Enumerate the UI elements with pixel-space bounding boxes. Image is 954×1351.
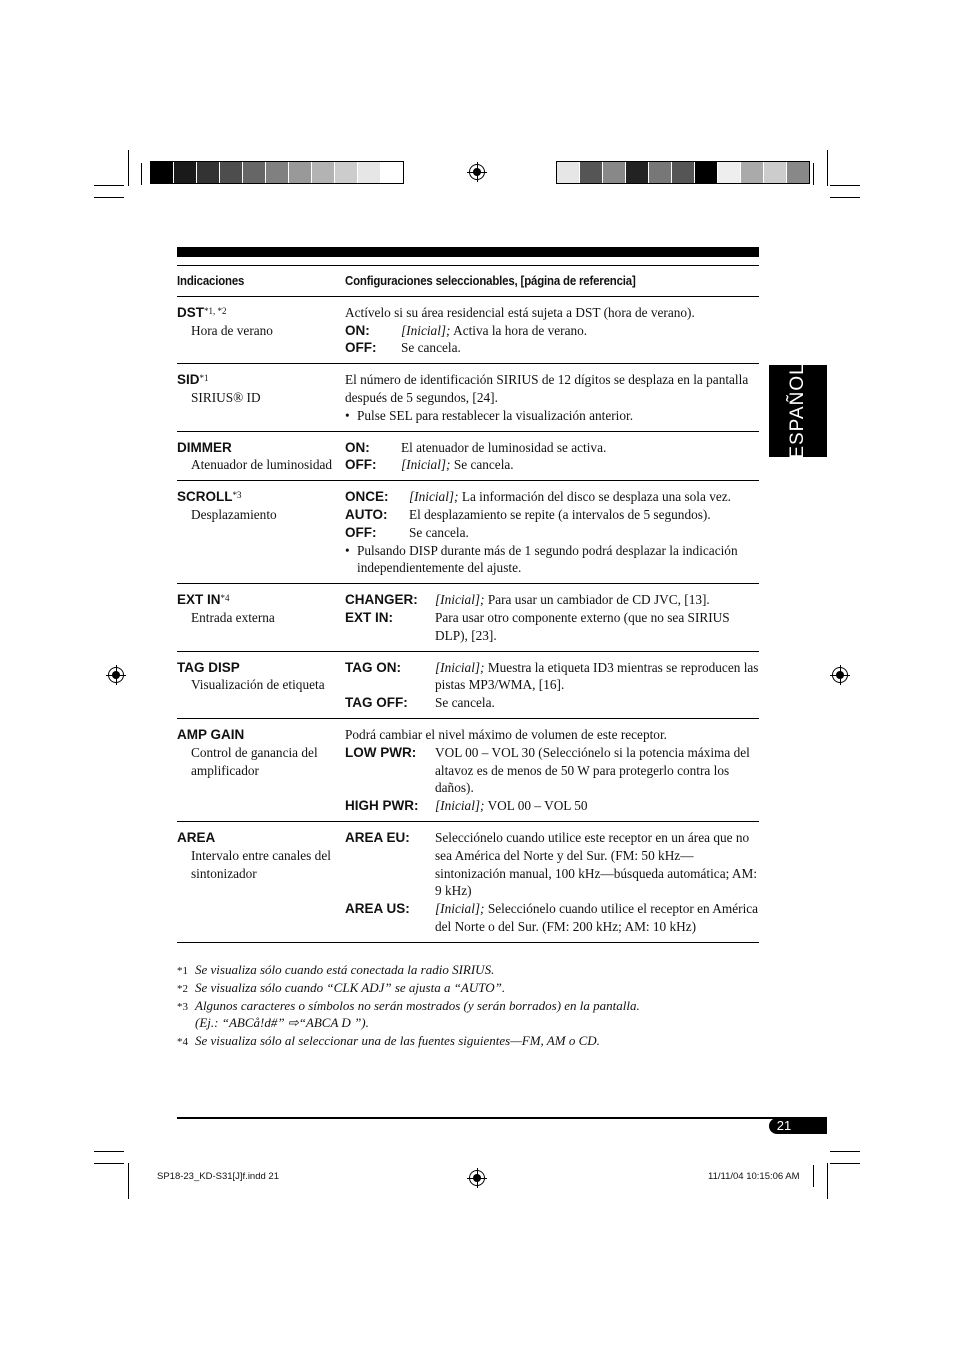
option-text: La información del disco se desplaza una sola vez.	[458, 489, 731, 505]
crop-mark	[827, 150, 828, 186]
footnote-ref: *1	[199, 373, 209, 384]
initial-label: [Inicial];	[435, 798, 485, 814]
setting-note: • Pulse SEL para restablecer la visualización anterior.	[345, 407, 634, 423]
option-text: Se cancela.	[409, 524, 469, 540]
crop-mark	[813, 1165, 814, 1187]
color-swatch	[580, 162, 603, 183]
indication-desc: Hora de verano	[191, 322, 273, 338]
color-swatch	[741, 162, 764, 183]
settings-table	[177, 265, 759, 943]
crop-mark	[830, 185, 860, 186]
option-text: Para usar un cambiador de CD JVC, [13].	[484, 592, 710, 608]
crop-mark	[141, 163, 142, 185]
setting-intro: Podrá cambiar el nivel máximo de volumen de este receptor.	[345, 726, 667, 742]
crop-mark	[94, 197, 124, 198]
footnote-mark: *4	[177, 1036, 188, 1049]
color-swatch	[312, 162, 335, 183]
option-key: ON:	[345, 322, 370, 338]
option-text: VOL 00 – VOL 30 (Selecciónelo si la potencia máxima del altavoz es de menos de 50 W para protegerlo contra los daños).	[435, 744, 750, 796]
color-swatch	[381, 162, 403, 183]
color-swatch	[335, 162, 358, 183]
indication-desc: Visualización de etiqueta	[191, 677, 325, 693]
footnote-mark: *3	[177, 1000, 188, 1013]
setting-intro: El número de identificación SIRIUS de 12 dígitos se desplaza en la pantalla después de 5 segundos, [24].	[345, 372, 749, 405]
indication-name: SCROLL	[177, 489, 233, 505]
crop-mark	[827, 1163, 828, 1199]
option-key: AREA US:	[345, 901, 410, 917]
option-key: AUTO:	[345, 506, 388, 522]
setting-option	[345, 591, 759, 609]
footnote-mark: *1	[177, 965, 188, 977]
indication-name: DIMMER	[177, 439, 232, 455]
crop-mark	[94, 1163, 124, 1164]
table-row	[177, 651, 759, 718]
indication-name: AMP GAIN	[177, 726, 245, 742]
color-swatch	[243, 162, 266, 183]
top-rule	[177, 247, 759, 257]
registration-mark-icon	[469, 164, 485, 180]
setting-option	[345, 456, 759, 474]
table-row	[177, 821, 759, 942]
crop-mark	[830, 197, 860, 198]
option-key: OFF:	[345, 340, 377, 356]
option-text: VOL 00 – VOL 50	[484, 798, 588, 814]
crop-mark	[813, 163, 814, 185]
color-swatch	[557, 162, 580, 183]
color-swatch	[718, 162, 741, 183]
footnote	[177, 1014, 369, 1032]
footnote	[177, 1032, 600, 1052]
option-text: Muestra la etiqueta ID3 mientras se reproducen las pistas MP3/WMA, [16].	[435, 659, 759, 693]
setting-option	[345, 694, 759, 712]
indication-desc: Desplazamiento	[191, 506, 277, 522]
crop-mark	[94, 185, 124, 186]
setting-option	[345, 506, 759, 524]
color-swatch	[220, 162, 243, 183]
option-text: El desplazamiento se repite (a intervalos de 5 segundos).	[409, 506, 711, 522]
indication-name: DST	[177, 304, 204, 320]
initial-label: [Inicial];	[401, 457, 451, 473]
header-configuraciones: Configuraciones seleccionables, [página de referencia]	[345, 273, 636, 288]
footnote-ref: *1, *2	[204, 305, 227, 316]
right-color-bar	[556, 161, 810, 184]
color-swatch	[672, 162, 695, 183]
color-swatch	[649, 162, 672, 183]
left-color-bar	[150, 161, 404, 184]
option-text: El atenuador de luminosidad se activa.	[401, 439, 607, 455]
slug-file: SP18-23_KD-S31[J]f.indd 21	[157, 1171, 279, 1182]
option-text: Se cancela.	[450, 457, 514, 473]
indication-desc: Control de ganancia del amplificador	[191, 744, 318, 778]
indication-name: EXT IN	[177, 592, 221, 608]
table-row	[177, 584, 759, 651]
option-key: LOW PWR:	[345, 744, 417, 760]
setting-note: • Pulsando DISP durante más de 1 segundo podrá desplazar la indicación independientemente del ajuste.	[345, 542, 738, 576]
color-swatch	[151, 162, 174, 183]
option-text: Selecciónelo cuando utilice este receptor en un área que no sea América del Norte y del Sur. (FM: 50 kHz—sintonización manual, 100 kHz—búsqueda automática; AM: 9 kHz)	[435, 829, 758, 899]
table-row	[177, 296, 759, 363]
crop-mark	[128, 1163, 129, 1199]
footnote-text: Algunos caracteres o símbolos no serán mostrados (y serán borrados) en la pantalla.	[195, 997, 640, 1013]
color-swatch	[358, 162, 381, 183]
indication-desc: Entrada externa	[191, 609, 275, 625]
indication-desc: Atenuador de luminosidad	[191, 457, 333, 473]
initial-label: [Inicial];	[401, 322, 451, 338]
color-swatch	[603, 162, 626, 183]
header-indicaciones: Indicaciones	[177, 273, 245, 288]
setting-option	[345, 797, 759, 815]
option-text: Selecciónelo cuando utilice el receptor en América del Norte o del Sur. (FM: 200 kHz; AM: 10 kHz)	[435, 901, 759, 934]
crop-mark	[830, 1151, 860, 1152]
page-number: 21	[776, 1118, 792, 1133]
indication-desc: Intervalo entre canales del sintonizador	[191, 847, 331, 881]
color-swatch	[626, 162, 649, 183]
footnote-ref: *4	[220, 593, 230, 604]
registration-mark-icon	[469, 1170, 485, 1186]
initial-label: [Inicial];	[435, 659, 485, 675]
table-header	[177, 266, 759, 297]
option-key: ONCE:	[345, 489, 389, 505]
color-swatch	[197, 162, 220, 183]
indication-desc: SIRIUS® ID	[191, 389, 261, 405]
option-text: Activa la hora de verano.	[450, 322, 588, 338]
footnote-text: (Ej.: “ABCå!d#” ⇨“ABCA D ”).	[195, 1015, 369, 1031]
indication-name: TAG DISP	[177, 659, 240, 675]
language-tab	[769, 365, 827, 457]
option-text: Se cancela.	[435, 695, 495, 711]
option-key: EXT IN:	[345, 609, 394, 625]
indication-name: SID	[177, 372, 200, 388]
color-swatch	[289, 162, 312, 183]
option-key: OFF:	[345, 457, 377, 473]
setting-option	[345, 322, 759, 340]
setting-option	[345, 609, 759, 645]
setting-option	[345, 744, 759, 797]
option-key: OFF:	[345, 524, 377, 540]
table-row	[177, 364, 759, 431]
table-row	[177, 431, 759, 481]
footnote-ref: *3	[232, 490, 242, 501]
indication-name: AREA	[177, 829, 216, 845]
setting-option	[345, 829, 759, 900]
option-key: AREA EU:	[345, 829, 410, 845]
bottom-rule	[177, 1117, 827, 1119]
crop-mark	[128, 150, 129, 186]
setting-option	[345, 339, 759, 357]
color-swatch	[787, 162, 809, 183]
color-swatch	[764, 162, 787, 183]
option-text: Para usar otro componente externo (que no sea SIRIUS DLP), [23].	[435, 609, 730, 643]
footnote-text: Se visualiza sólo al seleccionar una de las fuentes siguientes—FM, AM o CD.	[195, 1033, 600, 1049]
footnote-mark: *2	[177, 982, 188, 995]
crop-mark	[94, 1151, 124, 1152]
color-swatch	[695, 162, 718, 183]
table-row	[177, 481, 759, 584]
option-key: TAG ON:	[345, 659, 401, 675]
footnote-text: Se visualiza sólo cuando está conectada la radio SIRIUS.	[195, 962, 495, 977]
registration-mark-icon	[108, 667, 124, 683]
setting-option	[345, 900, 759, 936]
footnote-text: Se visualiza sólo cuando “CLK ADJ” se ajusta a “AUTO”.	[195, 979, 506, 995]
crop-mark	[830, 1163, 860, 1164]
option-key: HIGH PWR:	[345, 798, 419, 814]
setting-option	[345, 659, 759, 695]
initial-label: [Inicial];	[435, 592, 485, 608]
setting-intro: Actívelo si su área residencial está sujeta a DST (hora de verano).	[345, 304, 695, 320]
option-key: ON:	[345, 439, 370, 455]
setting-option	[345, 439, 759, 457]
slug-date: 11/11/04 10:15:06 AM	[708, 1171, 800, 1182]
initial-label: [Inicial];	[409, 489, 459, 505]
color-swatch	[266, 162, 289, 183]
option-key: CHANGER:	[345, 592, 418, 608]
table-row	[177, 718, 759, 821]
language-tab-label: ESPAÑOL	[787, 363, 808, 459]
color-swatch	[174, 162, 197, 183]
setting-option	[345, 488, 759, 506]
setting-option	[345, 524, 759, 542]
option-text: Se cancela.	[401, 340, 461, 356]
registration-mark-icon	[832, 667, 848, 683]
option-key: TAG OFF:	[345, 695, 408, 711]
initial-label: [Inicial];	[435, 901, 485, 917]
